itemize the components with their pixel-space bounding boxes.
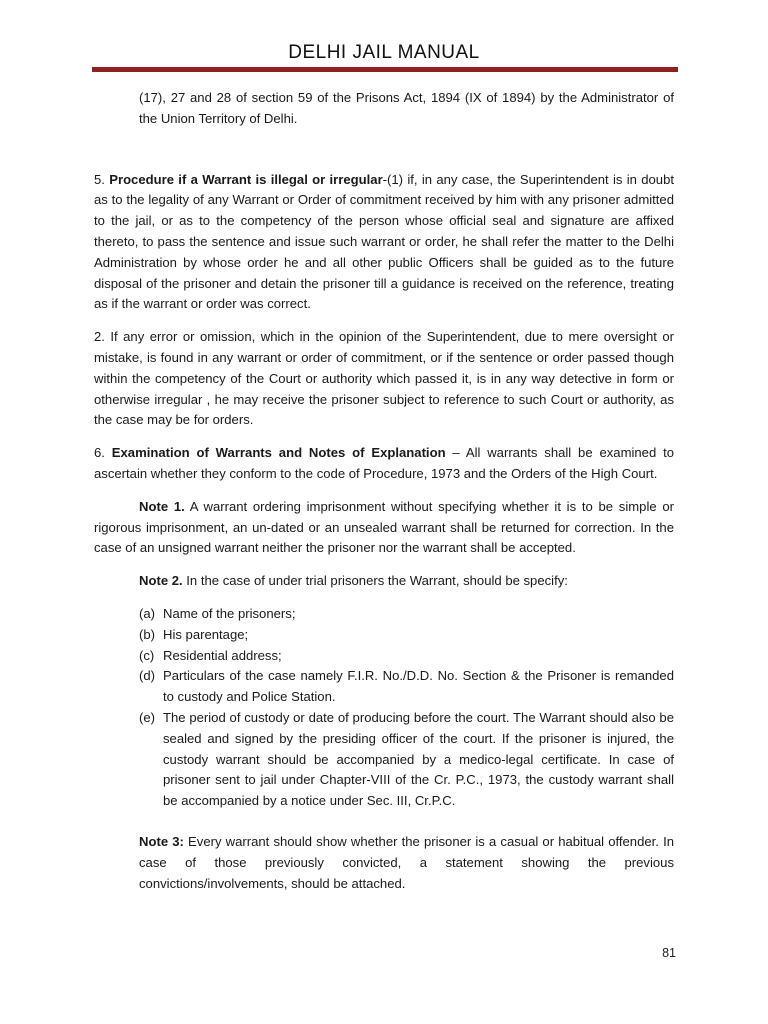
list-item-text: Particulars of the case namely F.I.R. No./D.D. No. Section & the Prisoner is remanded to custody and Police Station. <box>163 668 674 705</box>
list-marker: (d) <box>139 668 156 684</box>
page-number: 81 <box>662 946 676 960</box>
note-2-label: Note 2. <box>139 573 183 589</box>
section-6-paragraph <box>94 443 674 485</box>
list-item <box>139 604 674 625</box>
note-2-list <box>94 604 674 812</box>
section-6-text: – All warrants shall be examined to ascertain whether they conform to the code of Procedure, 1973 and the Orders of the High Court. <box>94 445 675 481</box>
list-marker: (a) <box>139 605 156 621</box>
header-rule <box>92 67 678 72</box>
list-item <box>139 625 674 646</box>
note-1-label: Note 1. <box>139 498 185 514</box>
intro-paragraph: (17), 27 and 28 of section 59 of the Prisons Act, 1894 (IX of 1894) by the Administrator of the Union Territory of Delhi. <box>139 90 674 126</box>
document-body <box>94 88 674 894</box>
list-marker: (b) <box>139 626 156 642</box>
page-title: DELHI JAIL MANUAL <box>288 42 480 63</box>
section-5-number: 5. <box>94 171 105 187</box>
list-item-text: Residential address; <box>163 647 282 663</box>
section-5-text: -(1) if, in any case, the Superintendent is in doubt as to the legality of any Warrant or Order of commitment received by him with any prisoner admitted to the jail, or as to the competency of the person whose official seal and signature are affixed thereto, to pass the sentence and issue such warrant or order, he shall refer the matter to the Delhi Administration by whose order he and all other public Officers shall be guided as to the future disposal of the prisoner and detain the prisoner till a guidance is received on the reference, treating as if the warrant or order was correct. <box>94 171 675 312</box>
note-2-text: In the case of under trial prisoners the Warrant, should be specify: <box>182 573 568 589</box>
list-item <box>139 666 674 708</box>
section-5-paragraph-1 <box>94 170 674 316</box>
note-3-paragraph <box>94 832 674 894</box>
list-marker: (c) <box>139 647 155 663</box>
list-item-text: The period of custody or date of producing before the court. The Warrant should also be sealed and signed by the presiding officer of the court. If the prisoner is injured, the custody warrant should be accompanied by a medico-legal certificate. In case of prisoner sent to jail under Chapter-VIII of the Cr. P.C., 1973, the custody warrant shall be accompanied by a notice under Sec. III, Cr.P.C. <box>163 709 674 809</box>
section-5-paragraph-2: 2. If any error or omission, which in the opinion of the Superintendent, due to mere oversight or mistake, is found in any warrant or order of commitment, or if the sentence or order passed though within the competency of the Court or authority which passed it, is in any way detective in form or otherwise irregular , he may receive the prisoner subject to reference to such Court or authority, as the case may be for orders. <box>94 329 674 428</box>
note-1-paragraph <box>94 497 674 559</box>
list-item-text: His parentage; <box>163 626 249 642</box>
section-6-number: 6. <box>94 445 105 461</box>
note-2-paragraph <box>94 571 674 592</box>
note-1-text: A warrant ordering imprisonment without specifying whether it is to be simple or rigorous imprisonment, an un-dated or an unsealed warrant shall be returned for correction. In the case of an unsigned warrant neither the prisoner nor the warrant shall be accepted. <box>94 498 674 556</box>
section-6-heading: Examination of Warrants and Notes of Explanation <box>111 445 446 461</box>
list-item <box>139 708 674 812</box>
note-3-text: Every warrant should show whether the prisoner is a casual or habitual offender. In case of those previously convicted, a statement showing the previous convictions/involvements, should be attached. <box>139 833 674 891</box>
list-item-text: Name of the prisoners; <box>163 605 296 621</box>
section-5-heading: Procedure if a Warrant is illegal or irregular <box>109 171 383 187</box>
list-marker: (e) <box>139 709 156 725</box>
note-3-label: Note 3: <box>139 833 184 849</box>
list-item <box>139 646 674 667</box>
